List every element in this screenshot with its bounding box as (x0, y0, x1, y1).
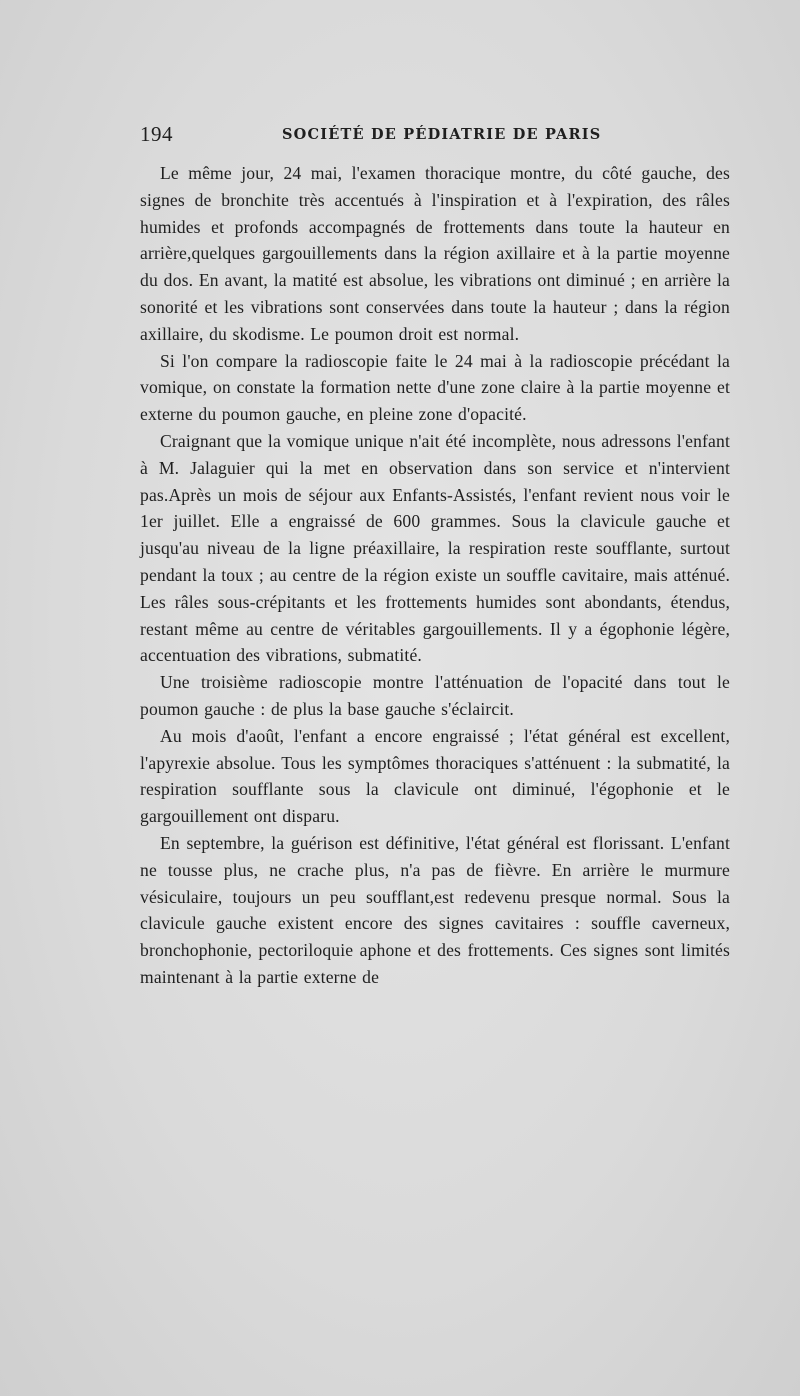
running-head: SOCIÉTÉ DE PÉDIATRIE DE PARIS (282, 126, 602, 143)
page-header (140, 120, 730, 150)
paragraph: Si l'on compare la radioscopie faite le 24 mai à la radioscopie précédant la vomique, on constate la formation nette d'une zone claire à la partie moyenne et externe du poumon gauche, en pleine zone d'opacité. (140, 350, 730, 425)
paragraph: Au mois d'août, l'enfant a encore engraissé ; l'état général est excellent, l'apyrexie absolue. Tous les symptômes thoraciques s'atténuent : la submatité, la respiration soufflante sous la clavicule ont diminué, l'égophonie et le gargouillement ont disparu. (140, 725, 730, 827)
paragraph: En septembre, la guérison est définitive, l'état général est florissant. L'enfant ne tousse plus, ne crache plus, n'a pas de fièvre. En arrière le murmure vésiculaire, toujours un peu soufflant,est redevenu presque normal. Sous la clavicule gauche existent encore des signes cavitaires : souffle caverneux, bronchophonie, pectoriloquie aphone et des frottements. Ces signes sont limités maintenant à la partie externe de (140, 832, 730, 987)
paragraph: Craignant que la vomique unique n'ait été incomplète, nous adressons l'enfant à M. Jalaguier qui la met en observation dans son service et n'intervient pas.Après un mois de séjour aux Enfants-Assistés, l'enfant revient nous voir le 1er juillet. Elle a engraissé de 600 grammes. Sous la clavicule gauche et jusqu'au niveau de la ligne préaxillaire, la respiration reste soufflante, surtout pendant la toux ; au centre de la région existe un souffle cavitaire, mais atténué. Les râles sous-crépitants et les frottements humides sont abondants, étendus, restant même au centre de véritables gargouillements. Il y a égophonie légère, accentuation des vibrations, submatité. (140, 430, 730, 666)
page-number: 194 (140, 122, 173, 146)
paragraph: Une troisième radioscopie montre l'atténuation de l'opacité dans tout le poumon gauche : de plus la base gauche s'éclaircit. (140, 672, 730, 719)
body-text (140, 160, 730, 991)
paragraph: Le même jour, 24 mai, l'examen thoracique montre, du côté gauche, des signes de bronchite très accentués à l'inspiration et à l'expiration, des râles humides et profonds accompagnés de frottements dans toute la hauteur en arrière,quelques gargouillements dans la région axillaire et à la partie moyenne du dos. En avant, la matité est absolue, les vibrations ont diminué ; en arrière la sonorité et les vibrations sont conservées dans toute la hauteur ; dans la région axillaire, du skodisme. Le poumon droit est normal. (140, 163, 730, 344)
